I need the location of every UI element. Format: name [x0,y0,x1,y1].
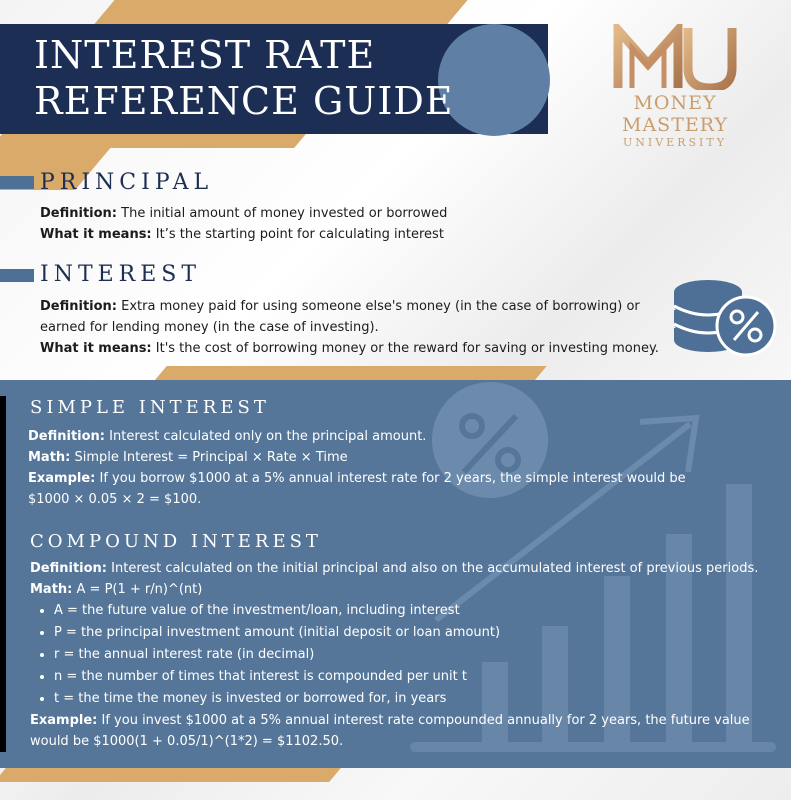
compound-example [30,710,780,752]
interest-body [40,296,668,359]
list-item: • r = the annual interest rate (in decimal) [54,644,780,666]
section-marker [0,269,34,282]
compound-interest-body [30,558,780,752]
section-marker [0,176,34,189]
interest-heading: INTEREST [40,262,202,287]
definition-label: Definition: [40,299,118,314]
definition-label: Definition: [30,561,108,576]
left-edge-bar [0,396,6,752]
compound-definition [30,558,780,579]
example-label: Example: [30,713,98,728]
decorative-tan-stripe [14,134,306,148]
simple-definition [28,426,718,447]
math-text: A = P(1 + r/n)^(nt) [72,582,203,597]
variable-list [30,600,780,710]
definition-text: The initial amount of money invested or borrowed [117,206,448,221]
page-title-line1: INTEREST RATE [34,33,376,77]
principal-definition [40,203,660,224]
logo-mark-icon [610,24,740,90]
definition-text: Extra money paid for using someone else's money (in the case of borrowing) or earned for lending money (in the case of investing). [40,299,640,335]
list-item: • n = the number of times that interest is compounded per unit t [54,666,780,688]
math-text: Simple Interest = Principal × Rate × Time [70,450,348,465]
logo-subtitle: UNIVERSITY [623,136,727,149]
list-item: • P = the principal investment amount (initial deposit or loan amount) [54,622,780,644]
page-title [34,32,454,124]
math-label: Math: [30,582,73,597]
principal-heading: PRINCIPAL [40,170,214,195]
list-item: • A = the future value of the investment/loan, including interest [54,600,780,622]
logo [580,24,770,149]
simple-interest-heading: SIMPLE INTEREST [30,397,270,418]
compound-math [30,579,780,600]
simple-example [28,468,718,510]
simple-math [28,447,718,468]
decorative-tan-stripe [0,768,341,782]
math-label: Math: [28,450,71,465]
coins-percent-icon [672,278,778,358]
interest-meaning [40,338,668,359]
interest-definition [40,296,668,338]
example-label: Example: [28,471,96,486]
meaning-text: It’s the starting point for calculating interest [151,227,444,242]
definition-label: Definition: [40,206,118,221]
list-item: • t = the time the money is invested or borrowed for, in years [54,688,780,710]
definition-text: Interest calculated on the initial principal and also on the accumulated interest of previous periods. [107,561,759,576]
meaning-label: What it means: [40,341,152,356]
compound-interest-heading: COMPOUND INTEREST [30,531,322,552]
decorative-circle [438,24,550,136]
page-title-line2: REFERENCE GUIDE [34,79,454,123]
principal-body [40,203,660,245]
meaning-label: What it means: [40,227,152,242]
simple-interest-body [28,426,718,510]
example-text: If you borrow $1000 at a 5% annual interest rate for 2 years, the simple interest would be $1000 × 0.05 × 2 = $100. [28,471,686,507]
example-text: If you invest $1000 at a 5% annual interest rate compounded annually for 2 years, the future value would be $1000(1 + 0.05/1)^(1*2) = $1102.50. [30,713,750,749]
logo-name: MONEY MASTERY [622,92,728,136]
meaning-text: It's the cost of borrowing money or the reward for saving or investing money. [151,341,659,356]
definition-label: Definition: [28,429,106,444]
principal-meaning [40,224,660,245]
definition-text: Interest calculated only on the principal amount. [105,429,427,444]
